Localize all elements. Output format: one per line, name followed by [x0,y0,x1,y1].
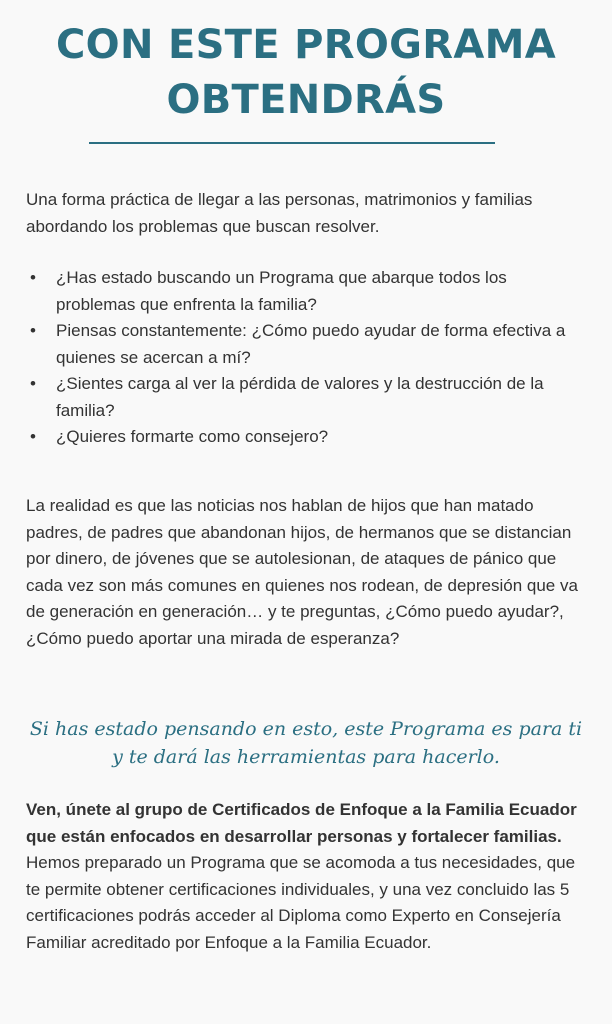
list-item [26,318,582,371]
bullet-icon: • [30,321,36,340]
title-line-1: CON ESTE PROGRAMA [55,22,556,68]
reality-paragraph: La realidad es que las noticias nos hablan de hijos que han matado padres, de padres que abandonan hijos, de hermanos que se distancian por dinero, de jóvenes que se autolesionan, de ataques de pánico que cada vez son más comunes en quienes nos rodean, de depresión que va de generación en generación… y te preguntas, ¿Cómo puedo ayudar?, ¿Cómo puedo aportar una mirada de esperanza? [26,496,578,648]
list-item-text: ¿Quieres formarte como consejero? [56,427,329,446]
question-list [26,265,582,451]
bullet-icon: • [30,427,36,446]
title-line-2: OBTENDRÁS [166,77,446,123]
closing-text: Hemos preparado un Programa que se acomoda a tus necesidades, que te permite obtener certificaciones individuales, y una vez concluido las 5 certificaciones podrás acceder al Diploma como Experto en Consejería Familiar acreditado por Enfoque a la Familia Ecuador. [26,853,576,952]
intro-paragraph: Una forma práctica de llegar a las personas, matrimonios y familias abordando los problemas que buscan resolver. [26,190,533,236]
list-item-text: ¿Sientes carga al ver la pérdida de valores y la destrucción de la familia? [56,374,544,420]
list-item-text: Piensas constantemente: ¿Cómo puedo ayudar de forma efectiva a quienes se acercan a mí? [56,321,566,367]
title-divider [89,142,495,144]
list-item [26,424,582,451]
list-item [26,265,582,318]
bullet-icon: • [30,374,36,393]
highlight-quote: Si has estado pensando en esto, este Programa es para ti y te dará las herramientas para hacerlo. [29,718,583,768]
closing-section [26,797,578,956]
closing-bold-text: Ven, únete al grupo de Certificados de Enfoque a la Familia Ecuador que están enfocados en desarrollar personas y fortalecer familias. [26,800,577,846]
page-title [0,18,612,128]
list-item [26,371,582,424]
list-item-text: ¿Has estado buscando un Programa que abarque todos los problemas que enfrenta la familia? [56,268,507,314]
bullet-icon: • [30,268,36,287]
